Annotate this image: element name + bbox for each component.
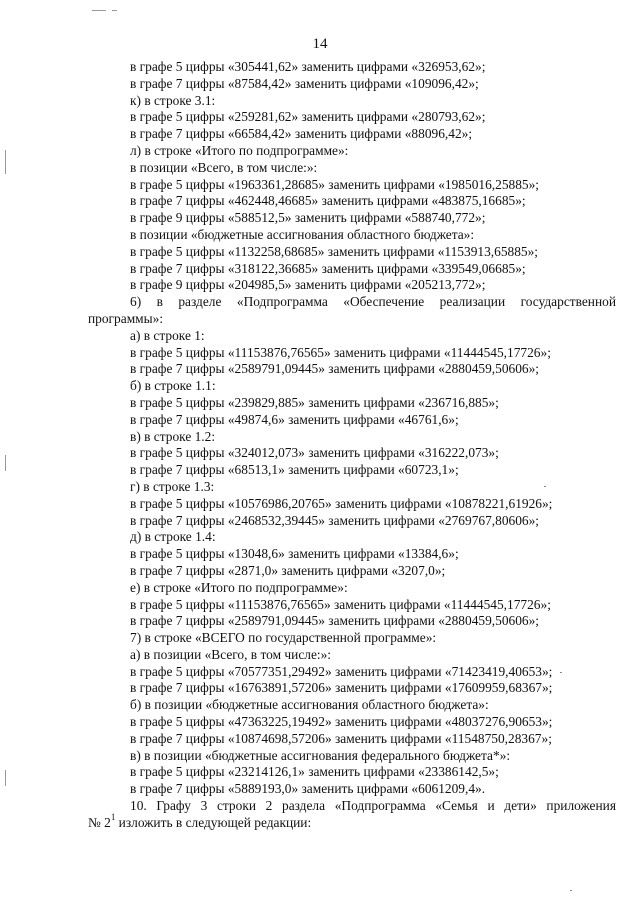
text-line: в графе 5 цифры «10576986,20765» заменить цифрами «10878221,61926»;: [130, 495, 553, 511]
text-line-last: [0, 811, 640, 832]
scan-artifact: [112, 10, 117, 11]
text-line: в графе 7 цифры «10874698,57206» заменить цифрами «11548750,28367»;: [130, 730, 552, 746]
text-line: в позиции «бюджетные ассигнования областного бюджета»:: [130, 226, 475, 242]
text-line: в графе 7 цифры «2871,0» заменить цифрами «3207,0»;: [130, 562, 446, 578]
scan-artifact: [92, 10, 106, 11]
text-line: в графе 7 цифры «2589791,09445» заменить цифрами «2880459,50606»;: [130, 361, 540, 377]
scan-artifact: [5, 150, 6, 174]
text-line: в) в позиции «бюджетные ассигнования федерального бюджета*»:: [130, 747, 511, 763]
text-line: в графе 5 цифры «1132258,68685» заменить цифрами «1153913,65885»;: [130, 243, 539, 259]
text-line: в графе 7 цифры «49874,6» заменить цифрами «46761,6»;: [130, 411, 459, 427]
text-line: в графе 5 цифры «47363225,19492» заменить цифрами «48037276,90653»;: [130, 714, 553, 730]
text-line: в графе 7 цифры «87584,42» заменить цифрами «109096,42»;: [130, 75, 479, 91]
text-line: д) в строке 1.4:: [130, 529, 216, 545]
text-line: в графе 5 цифры «239829,885» заменить цифрами «236716,885»;: [130, 394, 499, 410]
text-line: в графе 7 цифры «5889193,0» заменить цифрами «6061209,4».: [130, 781, 486, 797]
page-number: 14: [312, 36, 328, 52]
text-line: в графе 7 цифры «68513,1» заменить цифрами «60723,1»;: [130, 462, 459, 478]
text-line: в графе 5 цифры «259281,62» заменить цифрами «280793,62»;: [130, 109, 486, 125]
scan-artifact: [560, 672, 562, 673]
text-line: г) в строке 1.3:: [130, 478, 215, 494]
text-line: в графе 5 цифры «70577351,29492» заменить цифрами «71423419,40653»;: [130, 663, 553, 679]
last-line-superscript: 1: [110, 811, 116, 822]
text-line: а) в позиции «Всего, в том числе:»:: [130, 646, 332, 662]
text-line: б) в строке 1.1:: [130, 378, 216, 394]
text-line: в графе 5 цифры «23214126,1» заменить цифрами «23386142,5»;: [130, 764, 499, 780]
text-line: л) в строке «Итого по подпрограмме»:: [130, 142, 349, 158]
scan-artifact: [5, 455, 6, 471]
text-line: в графе 5 цифры «1963361,28685» заменить цифрами «1985016,25885»;: [130, 176, 540, 192]
text-line: программы»:: [88, 310, 164, 326]
text-line: в позиции «Всего, в том числе:»:: [130, 159, 318, 175]
text-line: в графе 7 цифры «462448,46685» заменить цифрами «483875,16685»;: [130, 193, 526, 209]
text-line: в графе 7 цифры «318122,36685» заменить цифрами «339549,06685»;: [130, 260, 526, 276]
text-line: в графе 5 цифры «13048,6» заменить цифрами «13384,6»;: [130, 546, 459, 562]
text-line: в графе 7 цифры «2468532,39445» заменить цифрами «2769767,80606»;: [130, 512, 540, 528]
text-line: б) в позиции «бюджетные ассигнования областного бюджета»:: [130, 697, 489, 713]
text-line: в графе 5 цифры «11153876,76565» заменить цифрами «11444545,17726»;: [130, 344, 551, 360]
text-line: в графе 9 цифры «588512,5» заменить цифрами «588740,772»;: [130, 210, 486, 226]
text-line: 10. Графу 3 строки 2 раздела «Подпрограмма «Семья и дети» приложения: [130, 798, 616, 814]
scan-artifact: [570, 890, 572, 891]
text-line: в графе 7 цифры «2589791,09445» заменить цифрами «2880459,50606»;: [130, 613, 540, 629]
text-line: 6) в разделе «Подпрограмма «Обеспечение реализации государственной: [130, 294, 616, 310]
last-line-rest: изложить в следующей редакции:: [115, 814, 312, 830]
scan-artifact: [5, 770, 6, 786]
text-line: в графе 7 цифры «16763891,57206» заменить цифрами «17609959,68367»;: [130, 680, 553, 696]
scan-artifact: [544, 486, 546, 487]
text-line: в графе 9 цифры «204985,5» заменить цифрами «205213,772»;: [130, 277, 486, 293]
text-line: в графе 5 цифры «305441,62» заменить цифрами «326953,62»;: [130, 59, 486, 74]
text-line: в графе 7 цифры «66584,42» заменить цифрами «88096,42»;: [130, 126, 473, 142]
last-line-prefix: № 2: [88, 814, 111, 830]
text-line: 7) в строке «ВСЕГО по государственной программе»:: [130, 630, 437, 646]
document-body: [0, 59, 640, 832]
text-line: в графе 5 цифры «324012,073» заменить цифрами «316222,073»;: [130, 445, 499, 461]
text-line: е) в строке «Итого по подпрограмме»:: [130, 579, 348, 595]
text-line: в графе 5 цифры «11153876,76565» заменить цифрами «11444545,17726»;: [130, 596, 551, 612]
text-line: в) в строке 1.2:: [130, 428, 216, 444]
text-line: а) в строке 1:: [130, 327, 205, 343]
text-line: к) в строке 3.1:: [130, 92, 216, 108]
